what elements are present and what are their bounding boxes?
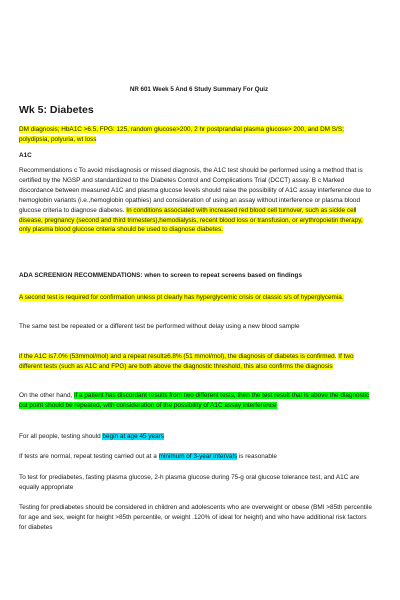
second-test-paragraph bbox=[19, 293, 375, 303]
a1c-heading: A1C bbox=[19, 152, 32, 159]
all-people-paragraph bbox=[19, 432, 375, 442]
a1c-result-highlight: if the A1C is7.0% (53mmol/mol) and a repeat result≥6.8% (51 mmol/mol), the diagnosis of diabetes is confirmed bbox=[19, 353, 335, 360]
document-title: NR 601 Week 5 And 6 Study Summary For Quiz bbox=[129, 86, 269, 93]
children-paragraph: Testing for prediabetes should be considered in children and adolescents who are overweight or obese (BMI >85th percentile for age and sex, weight for height >85th percentile, or weight .120% of ideal for height) and who have additional risk factors for diabetes bbox=[19, 504, 372, 531]
all-people-text: For all people, testing should bbox=[19, 433, 103, 440]
repeat-testing-text: If tests are normal, repeat testing carried out at a bbox=[19, 453, 159, 460]
prediabetes-paragraph: To test for prediabetes, fasting plasma glucose, 2-h plasma glucose during 75-g oral glucose tolerance test, and A1C are equally appropriate bbox=[19, 474, 360, 491]
second-test-text: A second test is required for confirmation unless pt clearly has hyperglycemic crisis or classic s/s of hyperglycemia. bbox=[19, 294, 344, 301]
discordant-text: On the other hand, bbox=[19, 392, 75, 399]
a1c-highlight: In conditions associated with increased red blood cell turnover, such as sickle cell disease, pregnancy (second and third trimesters),hemodialysis, recent blood loss or transfusion, or erythropoietin therapy, only plasma blood glucose criteria should be used to diagnose diabetes. bbox=[19, 206, 363, 234]
section-heading-diabetes: Wk 5: Diabetes bbox=[19, 104, 94, 116]
repeat-testing-paragraph bbox=[19, 452, 375, 462]
dm-diagnosis-paragraph bbox=[19, 125, 375, 145]
dm-diagnosis-text: DM diagnosis; HbA1C >6.5, FPG: 125, random glucose>200, 2 hr postprandial plasma glucose> 200, and DM S/S; polydipsia, polyuria, wt loss bbox=[19, 126, 344, 143]
discordant-paragraph bbox=[19, 391, 375, 411]
ada-screening-heading: ADA SCREENIGN RECOMMENDATIONS: when to screen to repeat screens based on findings bbox=[19, 272, 303, 279]
a1c-text: Recommendations c To avoid misdiagnosis or missed diagnosis, the A1C test should be performed using a method that is certified by the NGSP and standardized to the Diabetes Control and Complications Trial (DCCT) assay. B c Marked discordance between measured A1C and plasma glucose levels should raise the possibility of A1C assay interference due to hemoglobin variants (i.e.,hemoglobin opathies) and consideration of using an assay without interference or plasma blood glucose criteria to diagnose diabetes. bbox=[19, 167, 372, 214]
age-45-highlight: begin at age 45 years bbox=[102, 433, 164, 440]
repeat-testing-tail: is reasonable bbox=[237, 453, 277, 460]
discordant-highlight: if a patient has discordant results from two different tests, then the test result that is above the diagnostic cut point should be repeated, with consideration of the possibility of A1C assay interference bbox=[19, 392, 370, 409]
same-test-paragraph: The same test be repeated or a different test be performed without delay using a new blood sample bbox=[19, 323, 300, 330]
a1c-result-text: . bbox=[334, 353, 339, 360]
a1c-paragraph bbox=[19, 166, 375, 235]
three-year-highlight: minimum of 3-year intervals bbox=[158, 453, 238, 460]
a1c-result-paragraph bbox=[19, 352, 375, 372]
two-tests-highlight: If two different tests (such as A1C and FPG) are both above the diagnostic threshold, this also confirms the diagnosis bbox=[19, 353, 354, 370]
